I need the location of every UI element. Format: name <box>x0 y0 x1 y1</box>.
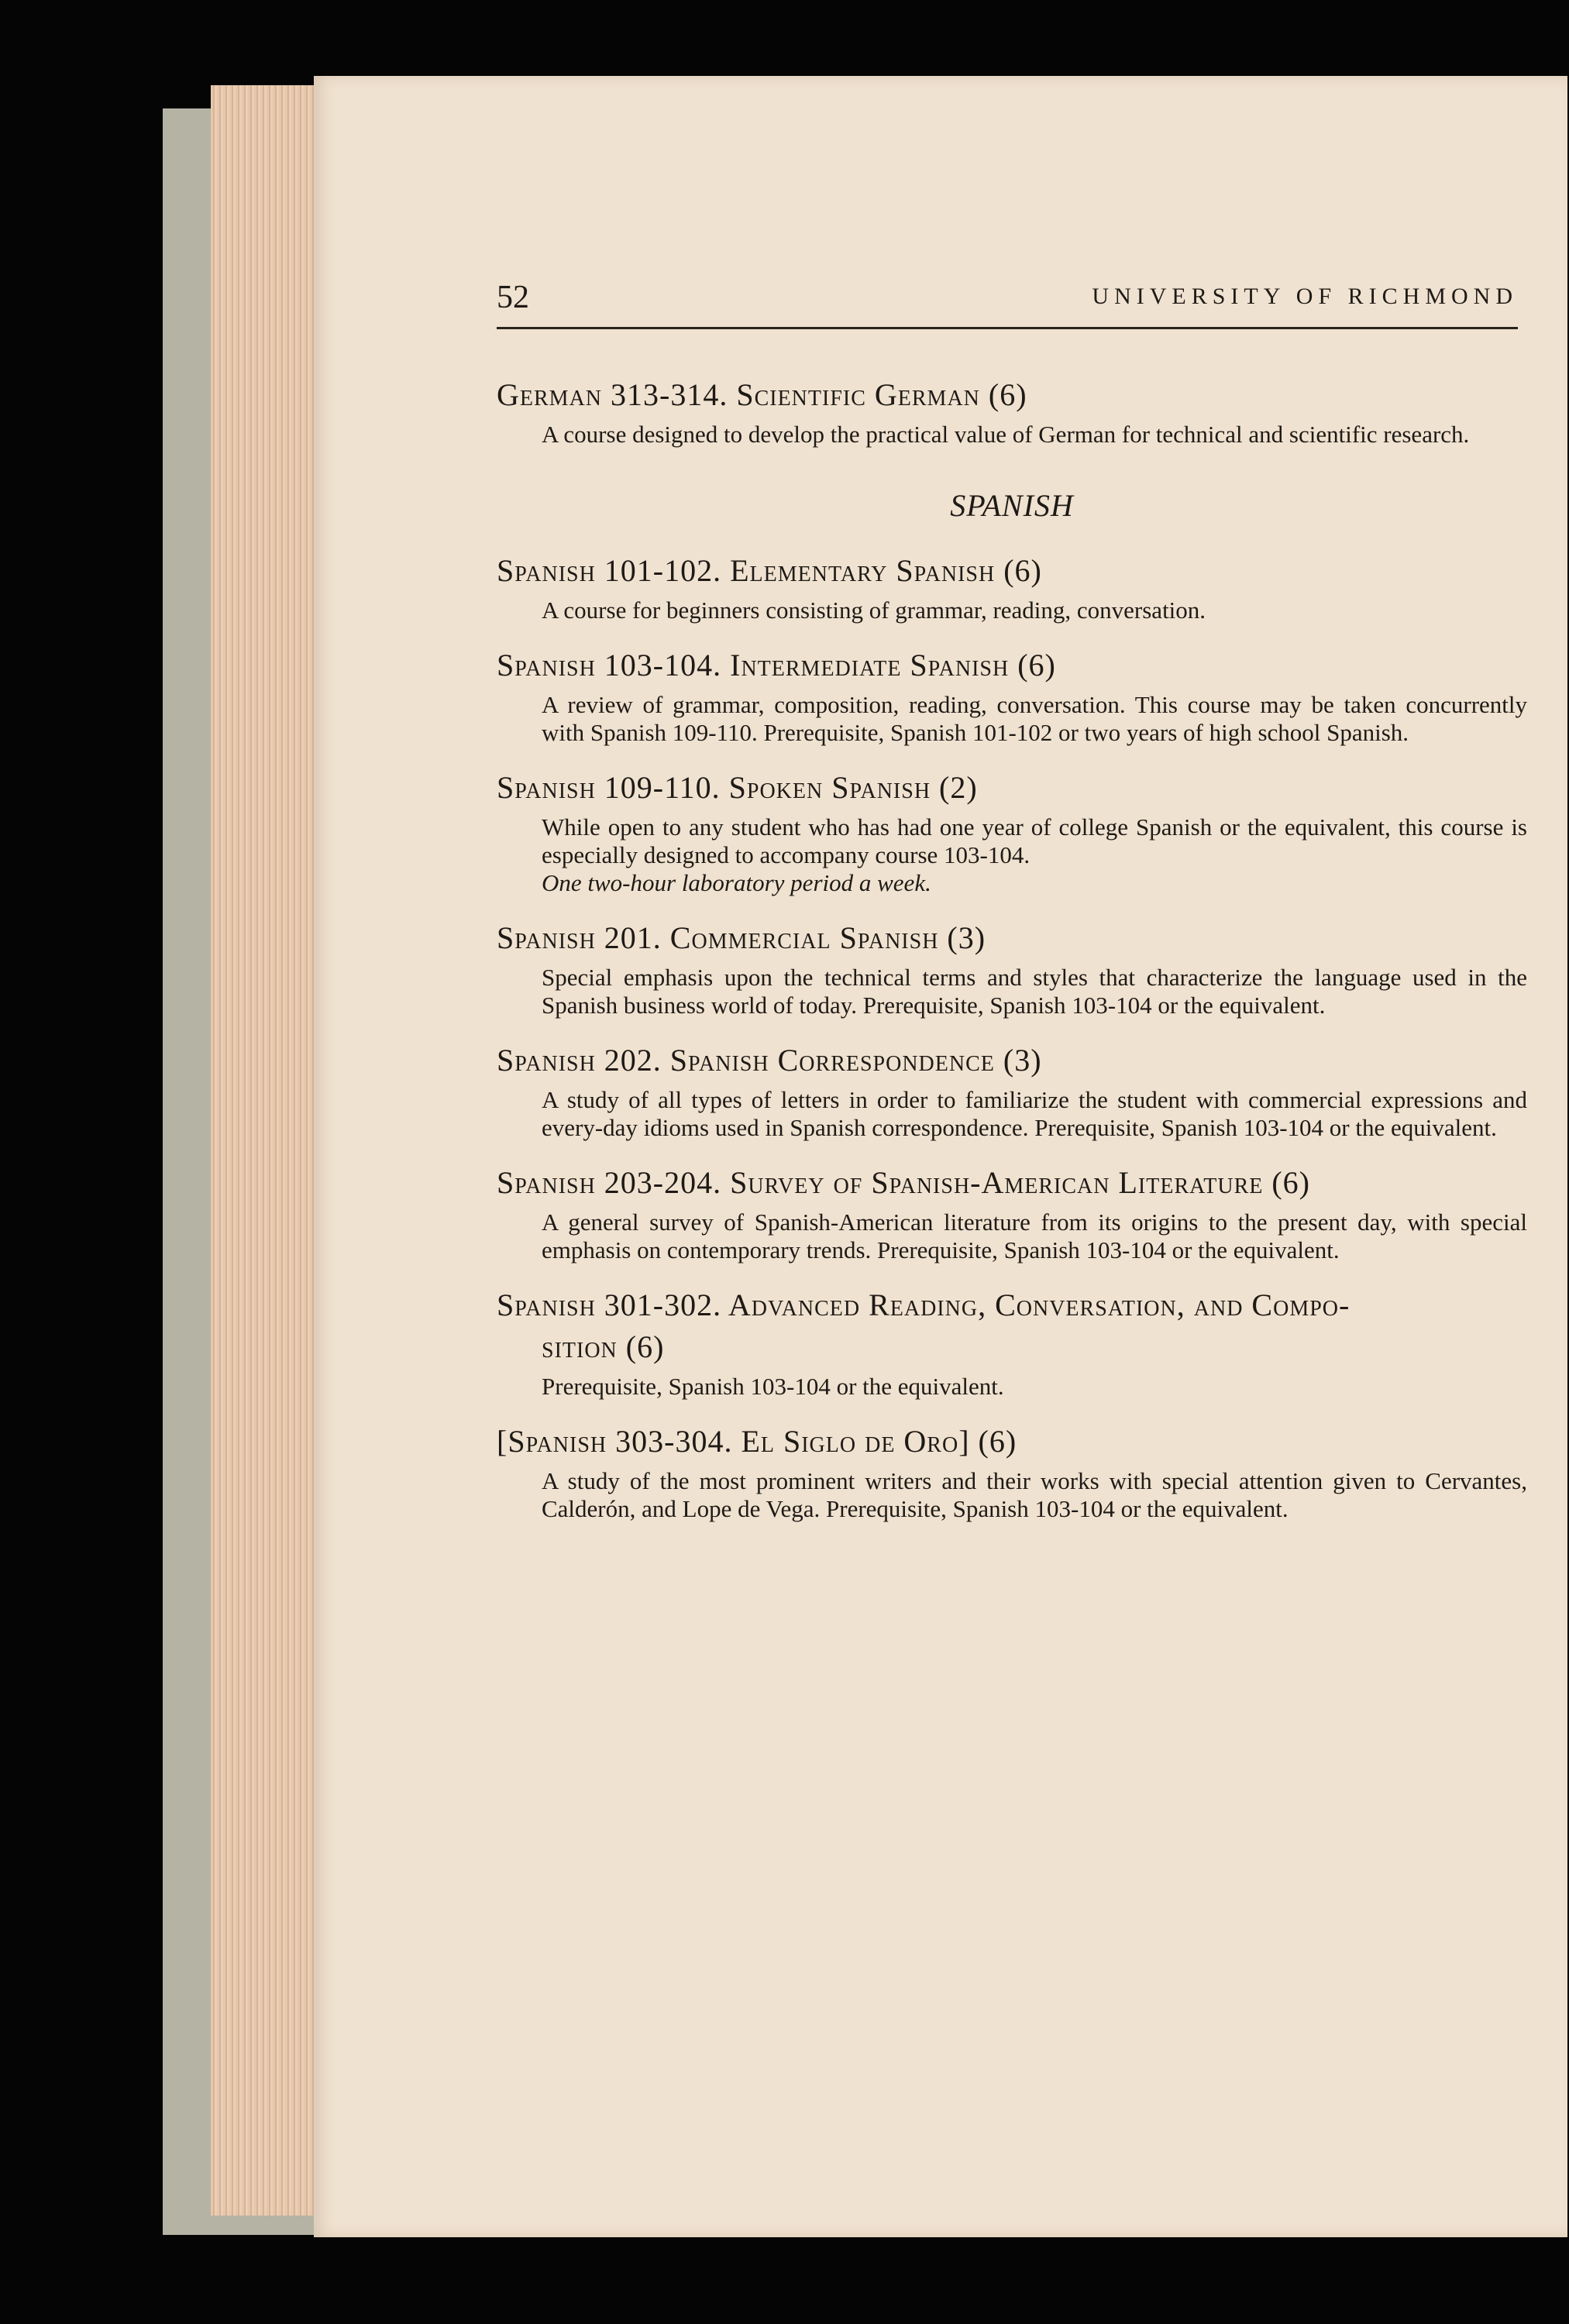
course-description: A course for beginners consisting of grammar, reading, conversation. <box>542 596 1206 624</box>
course-description <box>497 813 1527 897</box>
course-title: Spanish 201. Commercial Spanish (3) <box>497 920 986 955</box>
page-number: 52 <box>497 280 529 315</box>
section-heading: SPANISH <box>950 488 1074 523</box>
course-entry <box>497 917 1527 1019</box>
running-head: UNIVERSITY OF RICHMOND <box>1092 284 1518 309</box>
course-entry <box>497 550 1527 624</box>
course-lab-note: One two-hour laboratory period a week. <box>542 869 931 896</box>
course-title: Spanish 101-102. Elementary Spanish (6) <box>497 553 1042 588</box>
course-entry <box>497 767 1527 897</box>
course-description: A general survey of Spanish-American literature from its origins to the present day, with special emphasis on contemporary trends. Prerequisite, Spanish 103-104 or the equivalent. <box>542 1208 1527 1263</box>
course-title <box>497 1284 1527 1368</box>
page-content <box>497 374 1527 1543</box>
course-description-text: While open to any student who has had one year of college Spanish or the equivalent, this course is especially designed to accompany course 103-104. <box>542 813 1527 868</box>
course-title: Spanish 202. Spanish Correspondence (3) <box>497 1043 1042 1078</box>
course-title: Spanish 109-110. Spoken Spanish (2) <box>497 770 978 805</box>
course-description: A study of the most prominent writers and their works with special attention given to Cervantes, Calderón, and Lope de Vega. Prerequisite, Spanish 103-104 or the equivalent. <box>542 1467 1527 1522</box>
course-title: Spanish 203-204. Survey of Spanish-American Literature (6) <box>497 1165 1310 1200</box>
page-header <box>497 279 1518 329</box>
course-title: Spanish 103-104. Intermediate Spanish (6) <box>497 648 1056 682</box>
course-description: A course designed to develop the practical value of German for technical and scientific research. <box>542 421 1470 448</box>
course-entry <box>497 1162 1527 1264</box>
course-description: A study of all types of letters in order to familiarize the student with commercial expressions and every-day idioms used in Spanish correspondence. Prerequisite, Spanish 103-104 or the equivalent. <box>542 1086 1527 1141</box>
course-title: [Spanish 303-304. El Siglo de Oro] (6) <box>497 1424 1017 1459</box>
course-entry <box>497 374 1527 449</box>
course-description: A review of grammar, composition, reading, conversation. This course may be taken concurrently with Spanish 109-110. Prerequisite, Spanish 101-102 or two years of high school Spanish. <box>542 691 1527 746</box>
course-entry <box>497 1421 1527 1523</box>
course-title-continuation: sition (6) <box>542 1329 665 1364</box>
course-description: Special emphasis upon the technical terms and styles that characterize the language used in the Spanish business world of today. Prerequisite, Spanish 103-104 or the equivalent. <box>542 964 1527 1019</box>
course-entry <box>497 1284 1527 1401</box>
course-title-line: Spanish 301-302. Advanced Reading, Conversation, and Compo- <box>497 1287 1351 1322</box>
course-entry <box>497 1040 1527 1142</box>
course-entry <box>497 645 1527 747</box>
course-description: Prerequisite, Spanish 103-104 or the equivalent. <box>542 1373 1004 1400</box>
course-title: German 313-314. Scientific German (6) <box>497 377 1027 412</box>
book-page <box>314 76 1567 2237</box>
